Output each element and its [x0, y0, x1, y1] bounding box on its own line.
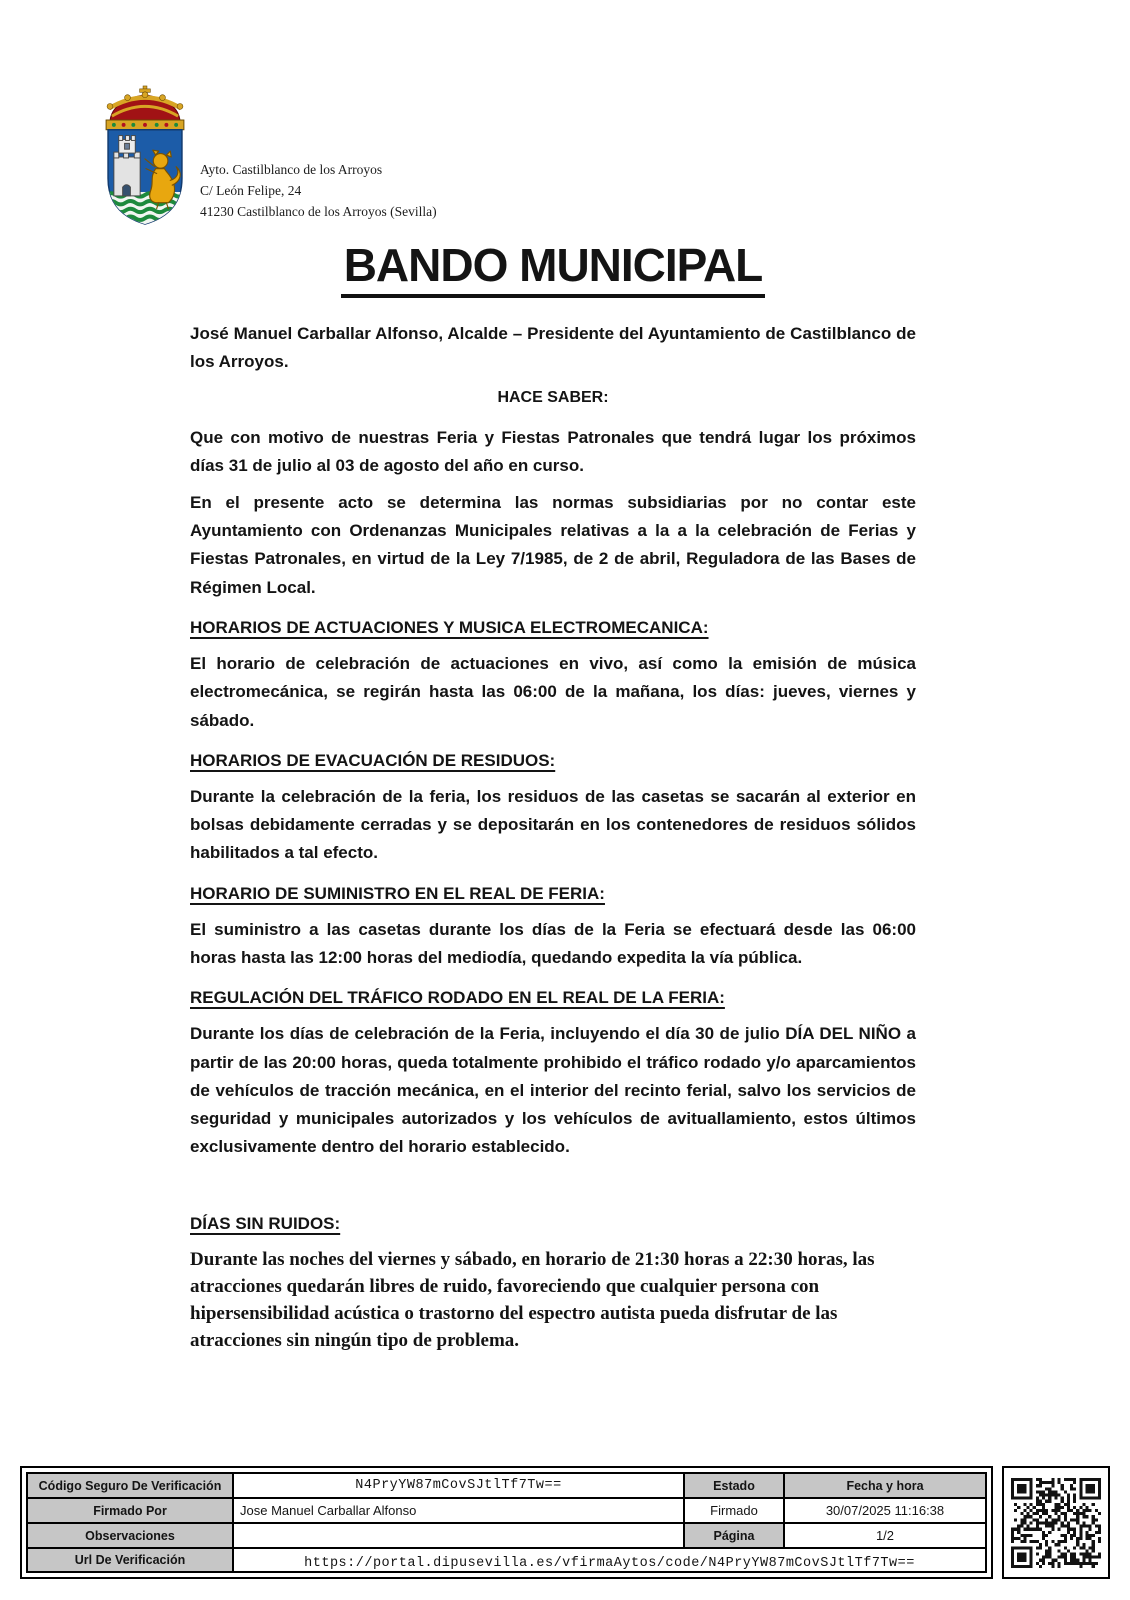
org-street: C/ León Felipe, 24 — [200, 183, 302, 199]
qr-code-box — [1002, 1466, 1110, 1579]
fecha-header: Fecha y hora — [785, 1474, 987, 1499]
section-heading-trafico: REGULACIÓN DEL TRÁFICO RODADO EN EL REAL DE LA FERIA: — [190, 988, 725, 1008]
fecha-value: 30/07/2025 11:16:38 — [785, 1499, 987, 1524]
signature-verification-footer — [20, 1466, 1110, 1579]
section-heading-suministro: HORARIO DE SUMINISTRO EN EL REAL DE FERIA: — [190, 883, 605, 903]
document-body — [190, 240, 916, 1354]
url-label: Url De Verificación — [28, 1549, 234, 1573]
section-body-trafico: Durante los días de celebración de la Feria, incluyendo el día 30 de julio DÍA DEL NIÑO a partir de las 20:00 horas, queda totalmente prohibido el tráfico rodado y/o aparcamientos de vehículos de tracción mecánica, en el interior del recinto ferial, salvo los servicios de seguridad y municipales autorizados y los vehículos de avituallamiento, estos últimos exclusivamente dentro del horario establecido. — [190, 1024, 916, 1157]
estado-value: Firmado — [685, 1499, 785, 1524]
observations-label: Observaciones — [28, 1524, 234, 1549]
document-header — [100, 85, 437, 227]
qr-code — [1011, 1478, 1101, 1568]
section-body-suministro: El suministro a las casetas durante los días de la Feria se efectuará desde las 06:00 horas hasta las 12:00 horas del mediodía, quedando expedita la vía pública. — [190, 919, 916, 968]
section-heading-actuaciones: HORARIOS DE ACTUACIONES Y MUSICA ELECTROMECANICA: — [190, 617, 709, 637]
paragraph-normas: En el presente acto se determina las normas subsidiarias por no contar este Ayuntamiento con Ordenanzas Municipales relativas a la a la celebración de Ferias y Fiestas Patronales, en virtud de la Ley 7/1985, de 2 de abril, Reguladora de las Bases de Régimen Local. — [190, 492, 916, 597]
csv-value: N4PryYW87mCovSJtlTf7Tw== — [234, 1474, 685, 1499]
section-body-residuos: Durante la celebración de la feria, los residuos de las casetas se sacarán al exterior en bolsas debidamente cerradas y se depositarán en los contenedores de residuos sólidos habilitados a tal efecto. — [190, 786, 916, 863]
intro-paragraph: José Manuel Carballar Alfonso, Alcalde – Presidente del Ayuntamiento de Castilblanco de los Arroyos. — [190, 323, 916, 371]
section-heading-residuos: HORARIOS DE EVACUACIÓN DE RESIDUOS: — [190, 750, 556, 770]
section-body-dias-sin-ruidos: Durante las noches del viernes y sábado, en horario de 21:30 horas a 22:30 horas, las atracciones quedarán libres de ruido, favoreciendo que cualquier persona con hipersensibilidad acústica o trastorno del espectro autista pueda disfrutar de las atracciones sin ningún tipo de problema. — [190, 1248, 875, 1352]
pagina-value: 1/2 — [785, 1524, 987, 1549]
org-name: Ayto. Castilblanco de los Arroyos — [200, 162, 383, 178]
municipality-address — [200, 160, 437, 227]
signed-by-value: Jose Manuel Carballar Alfonso — [234, 1499, 685, 1524]
section-heading-dias-sin-ruidos: DÍAS SIN RUIDOS: — [190, 1213, 341, 1233]
section-body-actuaciones: El horario de celebración de actuaciones en vivo, así como la emisión de música electromecánica, se regirán hasta las 06:00 de la mañana, los días: jueves, viernes y sábado. — [190, 654, 916, 730]
verification-table — [20, 1466, 993, 1579]
org-city: 41230 Castilblanco de los Arroyos (Sevilla) — [200, 204, 437, 220]
estado-header: Estado — [685, 1474, 785, 1499]
verification-url: https://portal.dipusevilla.es/vfirmaAytos/code/N4PryYW87mCovSJtlTf7Tw== — [234, 1549, 987, 1573]
signed-by-label: Firmado Por — [28, 1499, 234, 1524]
observations-value — [234, 1524, 685, 1549]
page-title: BANDO MUNICIPAL — [190, 240, 916, 298]
csv-label: Código Seguro De Verificación — [28, 1474, 234, 1499]
pagina-header: Página — [685, 1524, 785, 1549]
proclamation-line: HACE SABER: — [497, 388, 609, 406]
municipal-coat-of-arms-icon — [100, 85, 190, 227]
paragraph-motivo: Que con motivo de nuestras Feria y Fiestas Patronales que tendrá lugar los próximos días 31 de julio al 03 de agosto del año en curso. — [190, 427, 916, 475]
